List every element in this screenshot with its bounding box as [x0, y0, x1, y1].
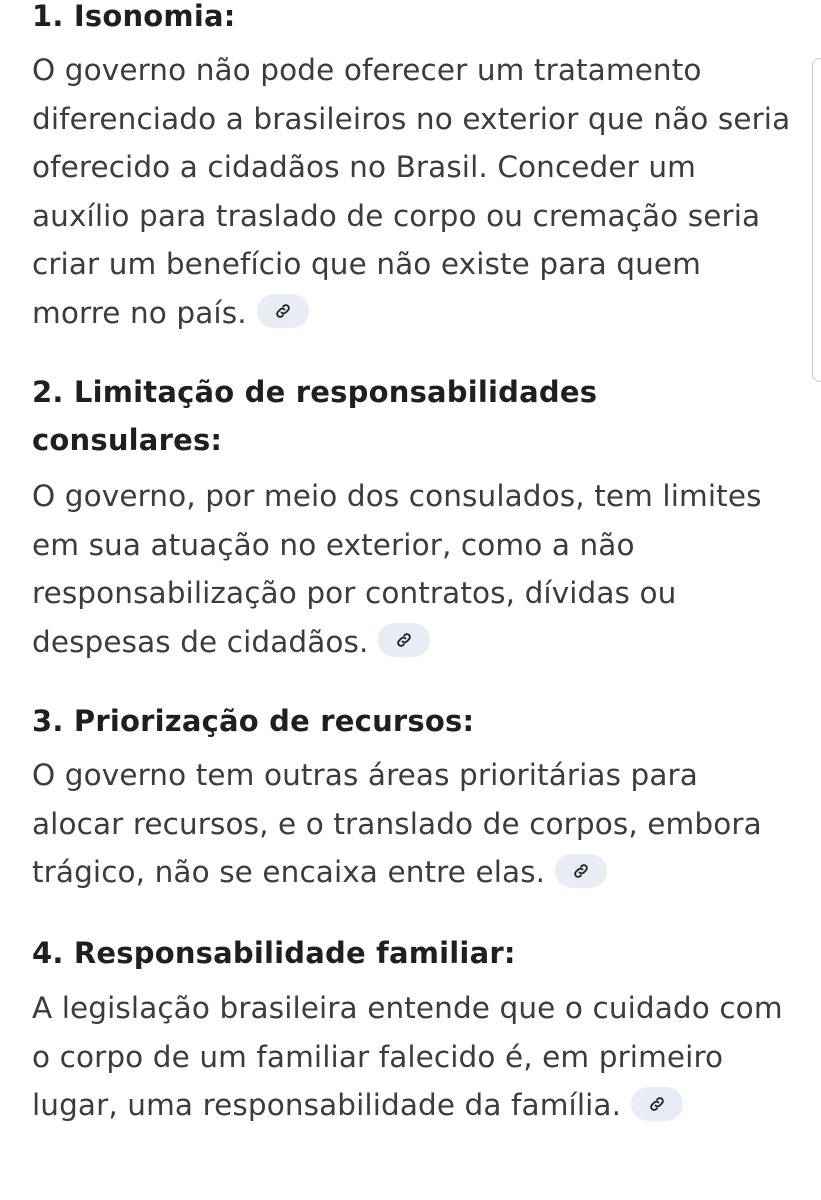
section-title-responsabilidade: 4. Responsabilidade familiar:	[32, 936, 516, 970]
section-body-priorizacao	[32, 751, 792, 897]
section-body-isonomia	[32, 46, 792, 337]
section-body-responsabilidade	[32, 984, 792, 1130]
section-text: A legislação brasileira entende que o cuidado com o corpo de um familiar falecido é, em primeiro lugar, uma responsabilidade da família.	[32, 991, 783, 1122]
link-icon	[572, 862, 590, 880]
link-icon	[274, 302, 292, 320]
link-icon	[648, 1095, 666, 1113]
scrollbar-handle[interactable]	[812, 58, 821, 382]
section-body-limitacao	[32, 472, 802, 666]
section-title-isonomia: 1. Isonomia:	[32, 0, 236, 33]
section-text: O governo tem outras áreas prioritárias para alocar recursos, e o translado de corpos, embora trágico, não se encaixa entre elas.	[32, 758, 762, 889]
section-text: O governo, por meio dos consulados, tem limites em sua atuação no exterior, como a não responsabilização por contratos, dívidas ou despesas de cidadãos.	[32, 479, 762, 659]
section-title-limitacao: 2. Limitação de responsabilidades consulares:	[32, 375, 598, 457]
source-link-button[interactable]	[555, 854, 607, 888]
section-text: O governo não pode oferecer um tratamento diferenciado a brasileiros no exterior que não seria oferecido a cidadãos no Brasil. Conceder um auxílio para traslado de corpo ou cremação seria criar um benefício que não existe para quem morre no país.	[32, 53, 791, 330]
section-title-priorizacao: 3. Priorização de recursos:	[32, 704, 475, 738]
link-icon	[395, 631, 413, 649]
source-link-button[interactable]	[378, 623, 430, 657]
source-link-button[interactable]	[257, 294, 309, 328]
source-link-button[interactable]	[631, 1087, 683, 1121]
